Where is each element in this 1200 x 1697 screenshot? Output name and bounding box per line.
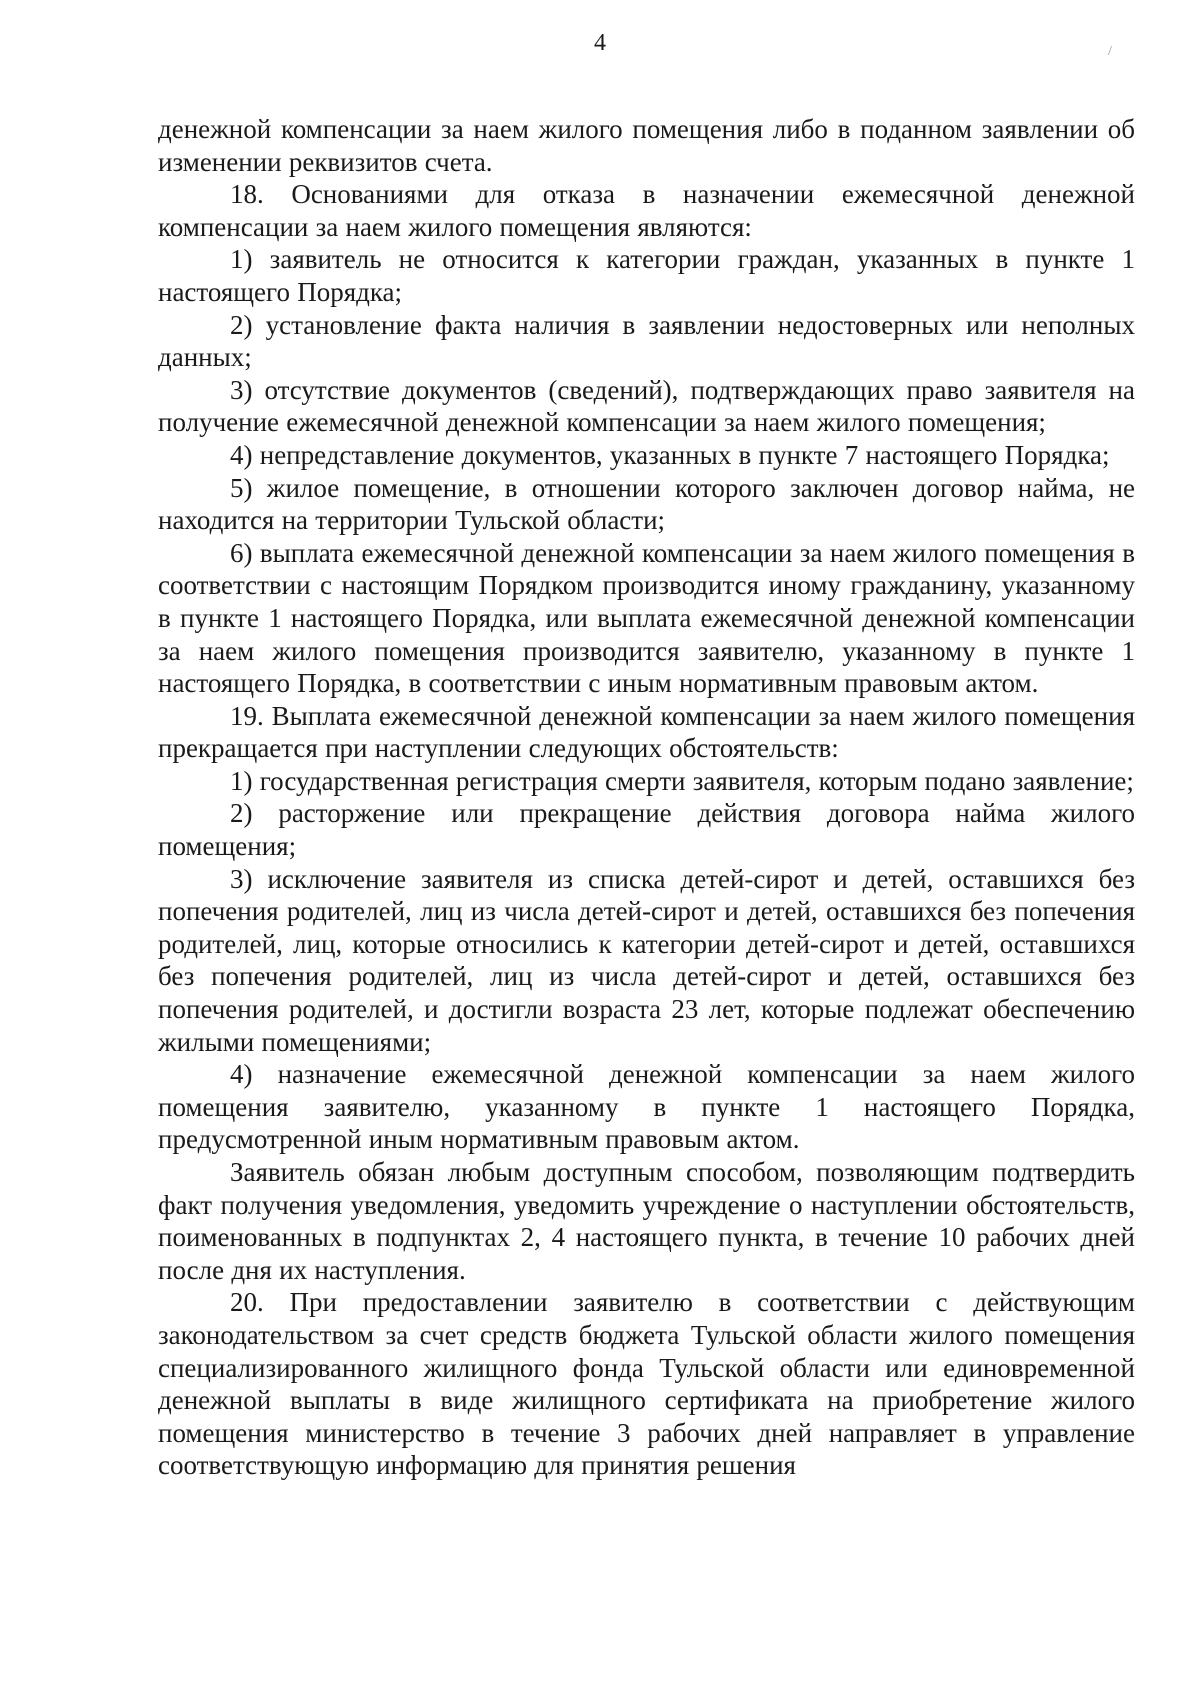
paragraph-clause-20: 20. При предоставлении заявителю в соответствии с действующим законодательством за счет средств бюджета Тульской области жилого помещения специализированного жилищного фонда Тульской области или единовременной денежной выплаты в виде жилищного сертификата на приобретение жилого помещения министерство в течение 3 рабочих дней направляет в управление соответствующую информацию для принятия решения [158, 1287, 1135, 1481]
scan-mark: / [1108, 44, 1112, 59]
paragraph-clause-19-item-2: 2) расторжение или прекращение действия договора найма жилого помещения; [158, 798, 1135, 862]
paragraph-clause-18-item-1: 1) заявитель не относится к категории граждан, указанных в пункте 1 настоящего Порядка; [158, 244, 1135, 307]
page-number: 4 [594, 30, 606, 56]
paragraph-clause-19-item-3: 3) исключение заявителя из списка детей-сирот и детей, оставшихся без попечения родителей, лиц из числа детей-сирот и детей, оставшихся без попечения родителей, лиц, которые относились к категории детей-сирот и детей, оставшихся без попечения родителей, лиц из числа детей-сирот и детей, оставшихся без попечения родителей, и достигли возраста 23 лет, которые подлежат обеспечению жилыми помещениями; [158, 863, 1135, 1057]
paragraph-clause-19-item-1: 1) государственная регистрация смерти заявителя, которым подано заявление; [230, 765, 1134, 796]
paragraph-applicant-obligation: Заявитель обязан любым доступным способом, позволяющим подтвердить факт получения уведомления, уведомить учреждение о наступлении обстоятельств, поименованных в подпунктах 2, 4 настоящего пункта, в течение 10 рабочих дней после дня их наступления. [158, 1157, 1135, 1285]
paragraph-continuation: денежной компенсации за наем жилого помещения либо в поданном заявлении об изменении реквизитов счета. [158, 114, 1135, 177]
paragraph-clause-19: 19. Выплата ежемесячной денежной компенсации за наем жилого помещения прекращается при наступлении следующих обстоятельств: [158, 700, 1135, 764]
paragraph-clause-18-item-6: 6) выплата ежемесячной денежной компенсации за наем жилого помещения в соответствии с настоящим Порядком производится иному гражданину, указанному в пункте 1 настоящего Порядка, или выплата ежемесячной денежной компенсации за наем жилого помещения производится заявителю, указанному в пункте 1 настоящего Порядка, в соответствии с иным нормативным правовым актом. [158, 537, 1135, 699]
paragraph-clause-19-item-4: 4) назначение ежемесячной денежной компенсации за наем жилого помещения заявителю, указанному в пункте 1 настоящего Порядка, предусмотренной иным нормативным правовым актом. [158, 1059, 1135, 1155]
paragraph-clause-18-item-4: 4) непредставление документов, указанных в пункте 7 настоящего Порядка; [230, 439, 1110, 470]
paragraph-clause-18-item-3: 3) отсутствие документов (сведений), подтверждающих право заявителя на получение ежемесячной денежной компенсации за наем жилого помещения; [158, 374, 1135, 438]
paragraph-clause-18-item-2: 2) установление факта наличия в заявлении недостоверных или неполных данных; [158, 309, 1135, 373]
paragraph-clause-18-item-5: 5) жилое помещение, в отношении которого заключен договор найма, не находится на территории Тульской области; [158, 472, 1135, 536]
document-body [158, 113, 1135, 1482]
paragraph-clause-18: 18. Основаниями для отказа в назначении ежемесячной денежной компенсации за наем жилого помещения являются: [158, 179, 1135, 242]
